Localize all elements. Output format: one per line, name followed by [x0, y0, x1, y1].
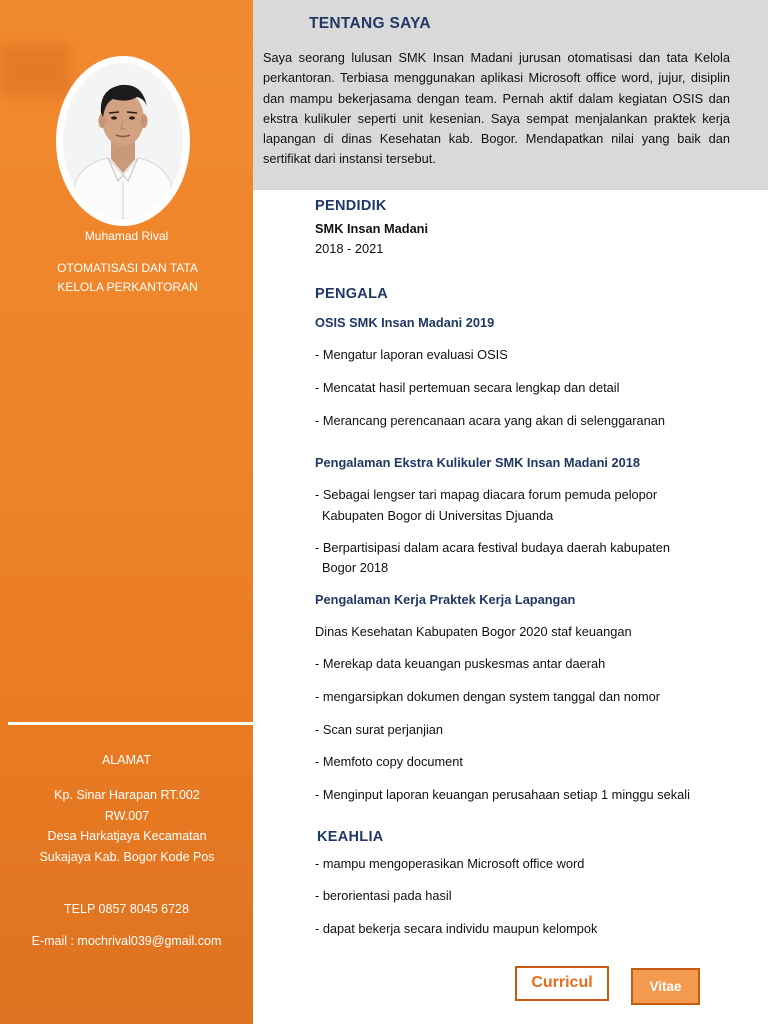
address-title: ALAMAT: [101, 753, 152, 767]
address-block: [20, 785, 234, 867]
list-item: - mampu mengoperasikan Microsoft office word: [315, 856, 585, 871]
sidebar: [0, 0, 253, 1024]
skills-title: KEAHLIA: [317, 829, 384, 845]
list-item: - Berpartisipasi dalam acara festival budaya daerah kabupaten: [315, 540, 670, 555]
list-item: - berorientasi pada hasil: [315, 888, 452, 903]
list-item: - Scan surat perjanjian: [315, 722, 444, 737]
list-item-continuation: Kabupaten Bogor di Universitas Djuanda: [322, 508, 554, 523]
ekstra-title: Pengalaman Ekstra Kulikuler SMK Insan Madani 2018: [315, 455, 641, 470]
vitae-label-box: Vitae: [631, 968, 700, 1005]
sidebar-shadow: [0, 44, 70, 96]
list-item: - Memfoto copy document: [315, 754, 463, 769]
address-line: RW.007: [104, 808, 150, 823]
email-address: E-mail : mochrival039@gmail.com: [31, 934, 222, 948]
list-item: - Mengatur laporan evaluasi OSIS: [315, 347, 508, 362]
list-item: - Mencatat hasil pertemuan secara lengkap dan detail: [315, 380, 620, 395]
education-years: 2018 - 2021: [315, 241, 384, 256]
list-item: - Menginput laporan keuangan perusahaan setiap 1 minggu sekali: [315, 787, 690, 802]
list-item-continuation: Bogor 2018: [322, 560, 389, 575]
education-title: PENDIDIK: [315, 198, 387, 214]
list-item: - mengarsipkan dokumen dengan system tanggal dan nomor: [315, 689, 661, 704]
experience-title: PENGALA: [315, 286, 388, 302]
profile-role: [40, 259, 215, 297]
list-item: - Merancang perencanaan acara yang akan di selenggaranan: [315, 413, 666, 428]
address-line: Desa Harkatjaya Kecamatan: [47, 829, 207, 843]
education-school: SMK Insan Madani: [315, 221, 429, 236]
profile-role-line: OTOMATISASI DAN TATA: [57, 261, 198, 275]
about-divider: [253, 190, 398, 193]
pkl-place: Dinas Kesehatan Kabupaten Bogor 2020 staf keuangan: [315, 624, 632, 639]
address-line: Kp. Sinar Harapan RT.002: [54, 788, 200, 802]
phone-number: TELP 0857 8045 6728: [64, 902, 189, 916]
list-item: - dapat bekerja secara individu maupun kelompok: [315, 921, 598, 936]
about-title: TENTANG SAYA: [309, 15, 431, 32]
list-item: - Merekap data keuangan puskesmas antar daerah: [315, 656, 606, 671]
profile-photo: [63, 63, 183, 219]
curriculum-label-box: Curricul: [515, 966, 609, 1001]
osis-title: OSIS SMK Insan Madani 2019: [315, 315, 495, 330]
sidebar-divider: [8, 722, 253, 725]
profile-name: Muhamad Rival: [84, 229, 169, 243]
profile-role-line: KELOLA PERKANTORAN: [57, 280, 198, 294]
address-line: Sukajaya Kab. Bogor Kode Pos: [39, 849, 215, 864]
list-item: - Sebagai lengser tari mapag diacara forum pemuda pelopor: [315, 487, 658, 502]
person-portrait-icon: [63, 63, 183, 219]
pkl-title: Pengalaman Kerja Praktek Kerja Lapangan: [315, 592, 576, 607]
profile-photo-frame: [56, 56, 190, 226]
about-text: Saya seorang lulusan SMK Insan Madani jurusan otomatisasi dan tata Kelola perkantoran. Terbiasa menggunakan aplikasi Microsoft office word, jujur, disiplin dan mampu bekerjasama dengan team. Pernah aktif dalam kegiatan OSIS dan ekstra kulikuler seperti unit kesenian. Saya sempat menjalankan praktek kerja lapangan di dinas Kesehatan kab. Bogor. Mendapatkan nilai yang baik dan sertifikat dari instansi tersebut.: [263, 50, 730, 167]
